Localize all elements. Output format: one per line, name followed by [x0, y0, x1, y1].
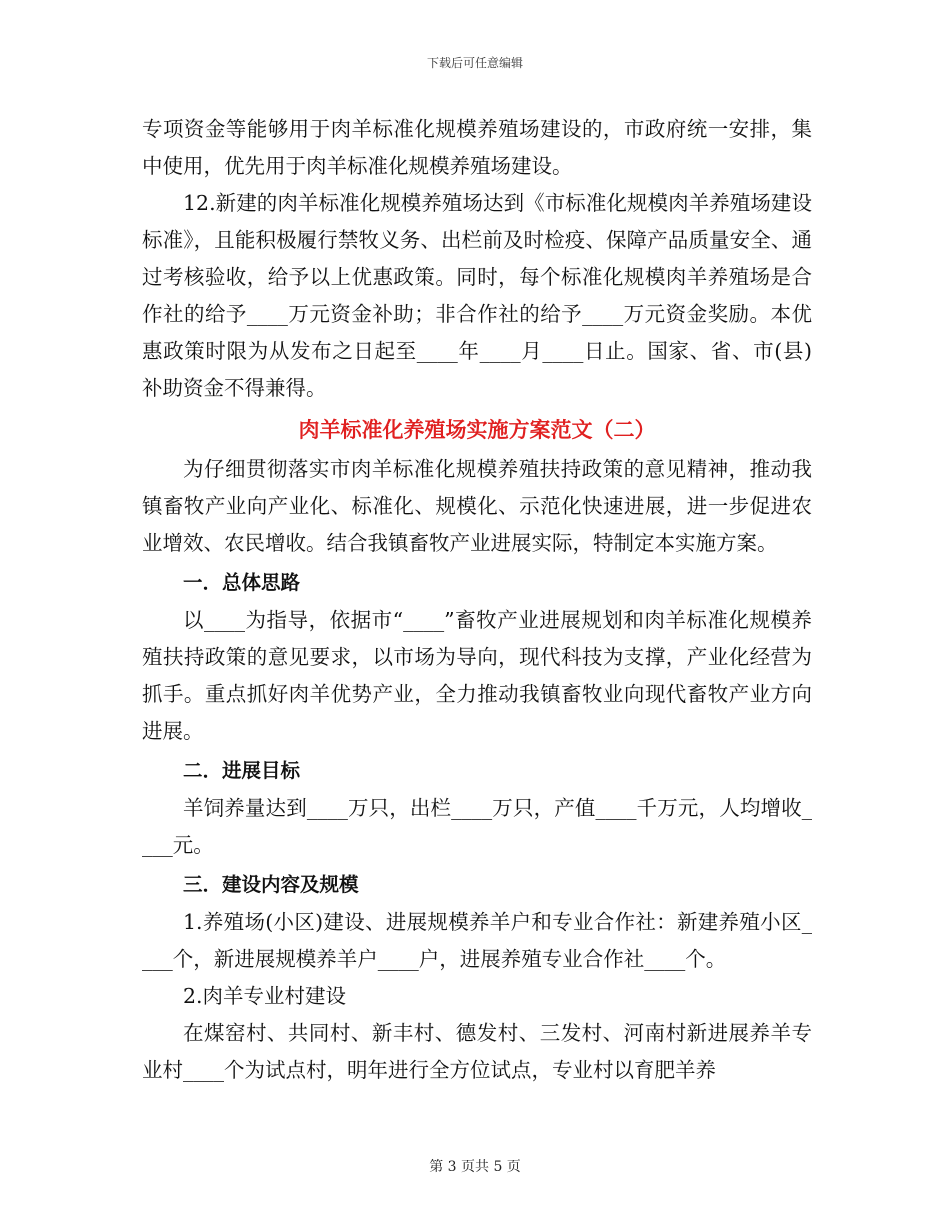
heading-overall-approach: 一．总体思路 [183, 571, 301, 594]
section-title: 肉羊标准化养殖场实施方案范文（二） [298, 418, 656, 442]
paragraph-villages: 在煤窑村、共同村、新丰村、德发村、三发村、河南村新进展养羊专业村____个为试点村，明年进行全方位试点，专业村以育肥羊养 [142, 1021, 812, 1082]
heading-development-goals: 二．进展目标 [183, 759, 301, 782]
paragraph-development-goals: 羊饲养量达到____万只，出栏____万只，产值____千万元，人均增收____元。 [142, 796, 812, 857]
paragraph-overall-approach: 以____为指导，依据市“____”畜牧产业进展规划和肉羊标准化规模养殖扶持政策的意见要求，以市场为导向，现代科技为支撑，产业化经营为抓手。重点抓好肉羊优势产业，全力推动我镇畜牧业向现代畜牧产业方向进展。 [142, 608, 812, 743]
heading-construction-content: 三．建设内容及规模 [183, 873, 359, 896]
page-footer: 第 3 页共 5 页 [429, 1159, 521, 1175]
paragraph-item-12: 12.新建的肉羊标准化规模养殖场达到《市标准化规模肉羊养殖场建设标准》，且能积极履行禁牧义务、出栏前及时检疫、保障产品质量安全、通过考核验收，给予以上优惠政策。同时，每个标准化规模肉羊养殖场是合作社的给予____万元资金补助；非合作社的给予____万元资金奖励。本优惠政策时限为从发布之日起至____年____月____日止。国家、省、市(县)补助资金不得兼得。 [142, 191, 812, 400]
page-header: 下载后可任意编辑 [426, 56, 523, 70]
paragraph-item-2: 2.肉羊专业村建设 [183, 984, 347, 1008]
paragraph-item-1: 1.养殖场(小区)建设、进展规模养羊户和专业合作社：新建养殖小区____个，新进展规模养羊户____户，进展养殖专业合作社____个。 [142, 910, 812, 971]
paragraph-funds: 专项资金等能够用于肉羊标准化规模养殖场建设的，市政府统一安排，集中使用，优先用于肉羊标准化规模养殖场建设。 [142, 117, 812, 178]
document-body [142, 111, 812, 1089]
paragraph-intro: 为仔细贯彻落实市肉羊标准化规模养殖扶持政策的意见精神，推动我镇畜牧产业向产业化、标准化、规模化、示范化快速进展，进一步促进农业增效、农民增收。结合我镇畜牧产业进展实际，特制定本实施方案。 [142, 457, 812, 555]
